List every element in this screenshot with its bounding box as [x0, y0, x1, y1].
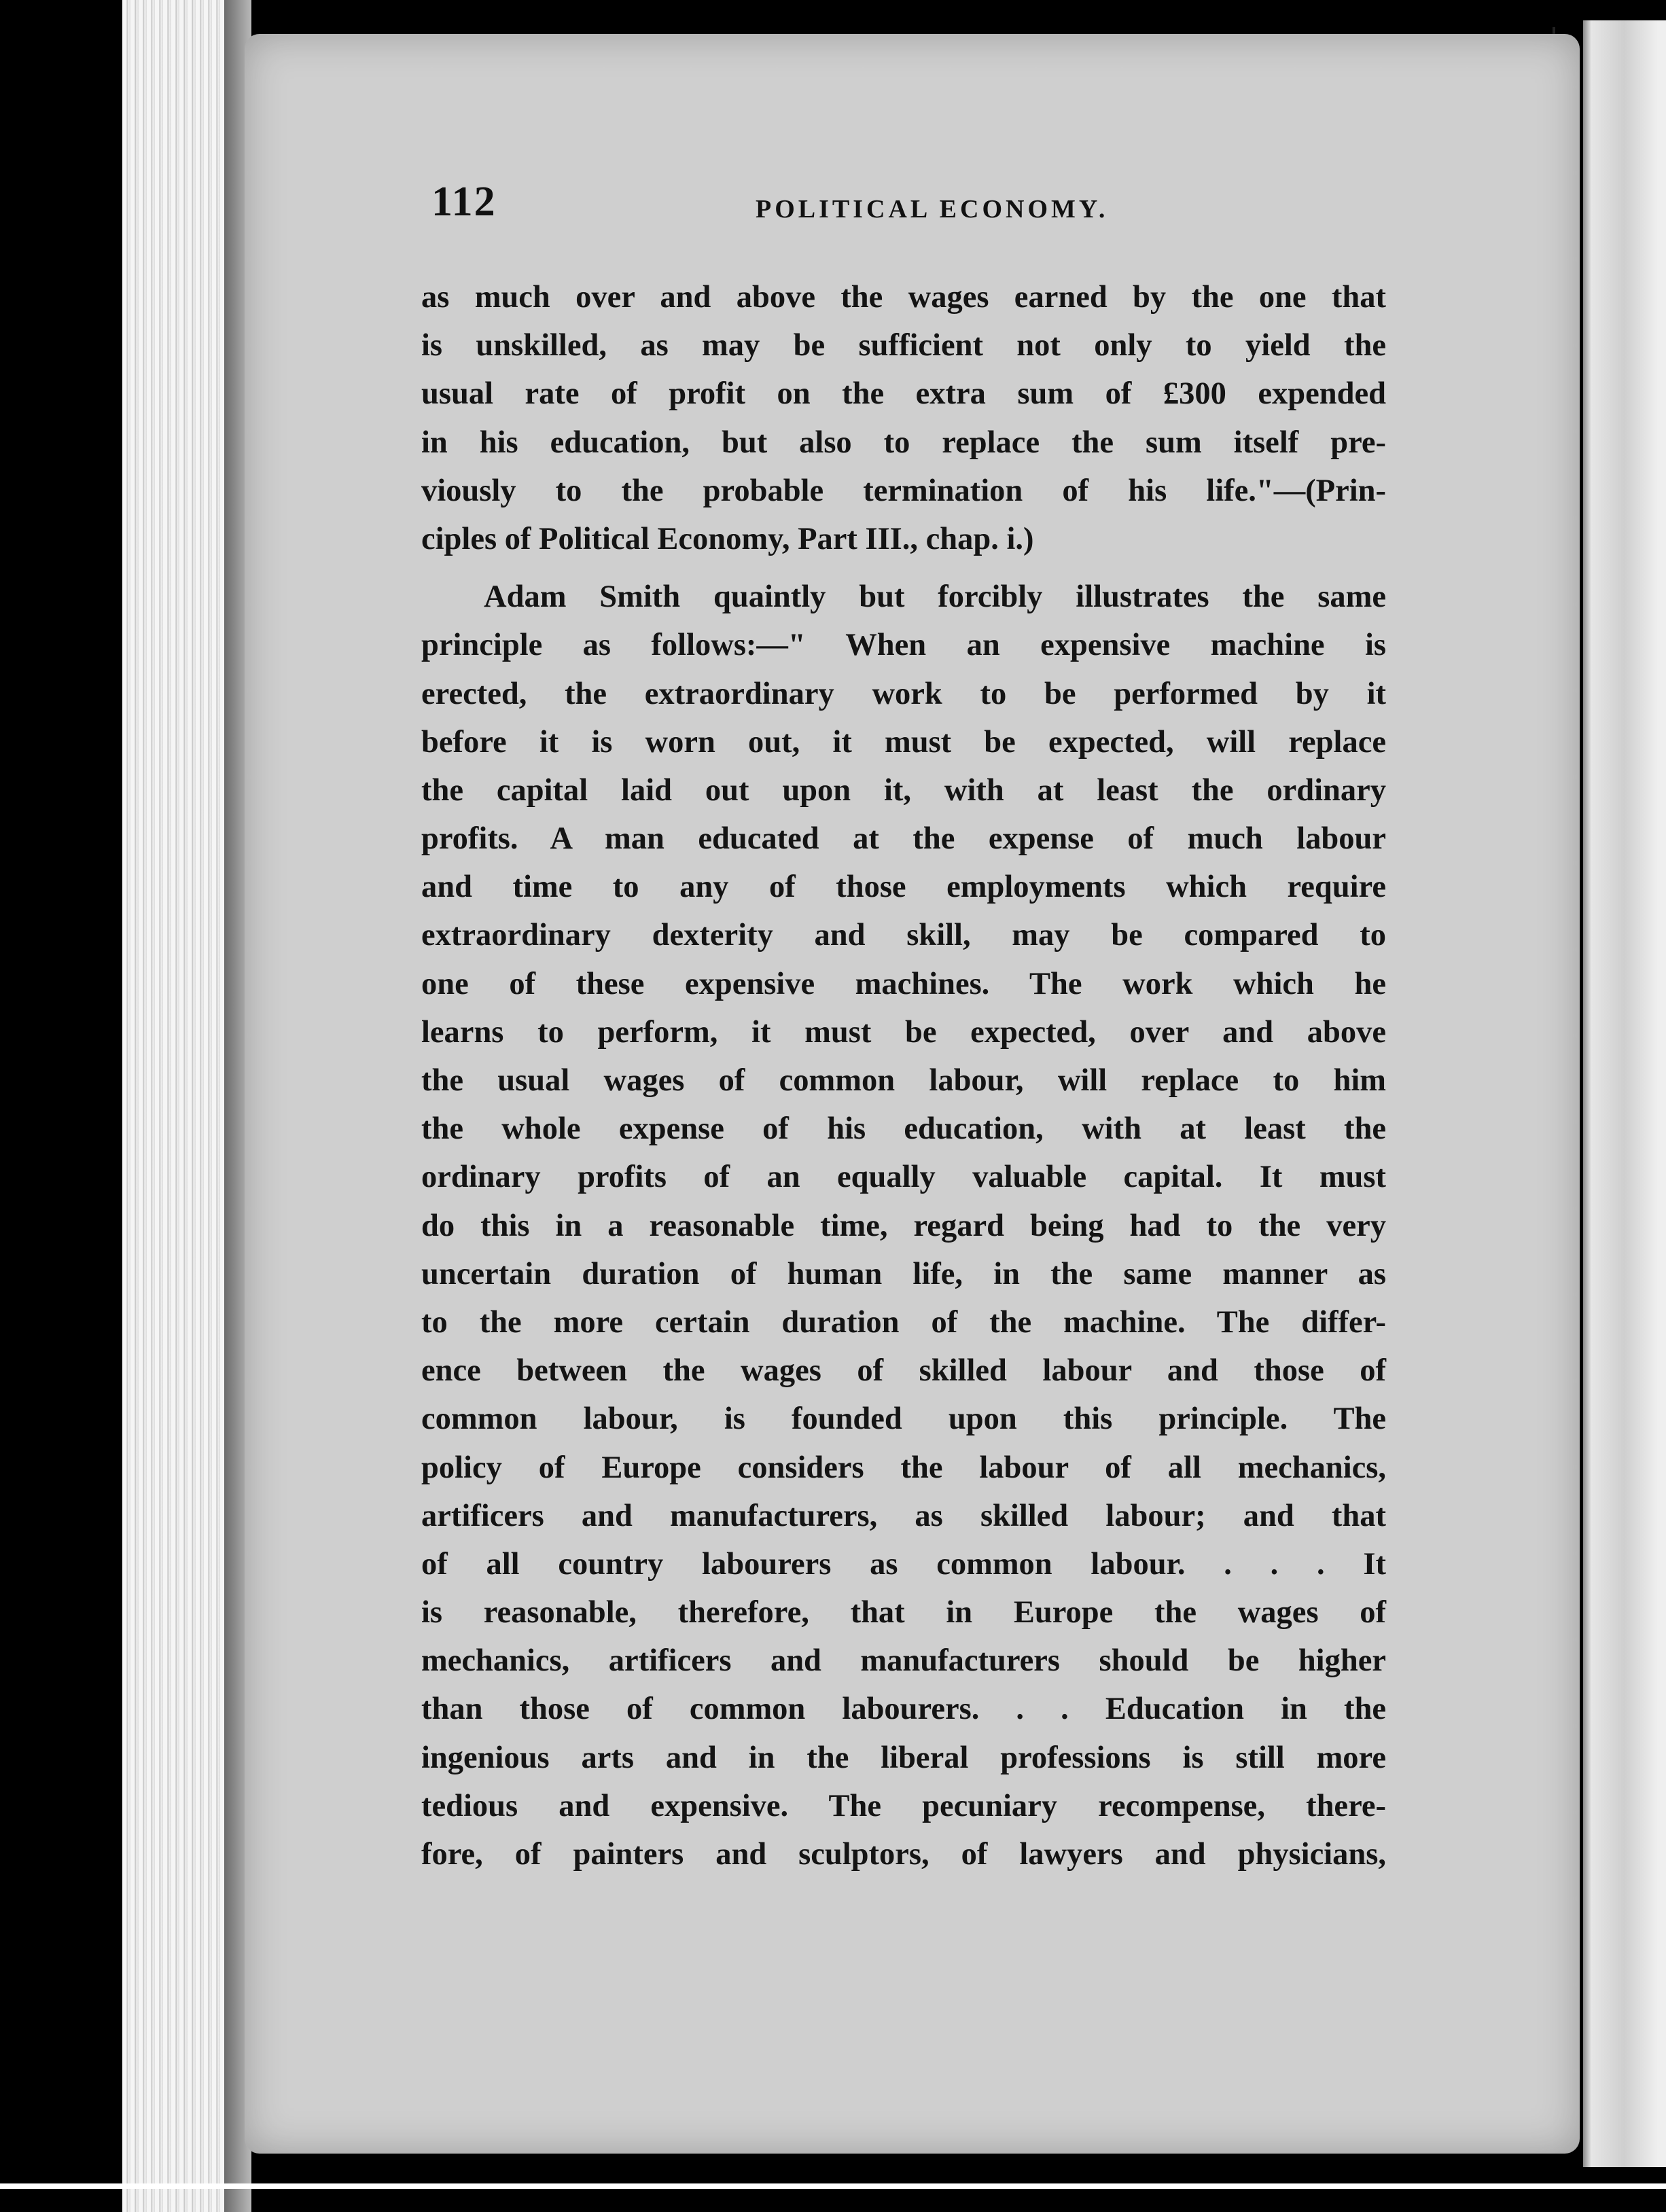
- text-line: ingenious arts and in the liberal professions is still more: [421, 1740, 1386, 1775]
- text-line: the usual wages of common labour, will replace to him: [421, 1063, 1386, 1098]
- text-line: principle as follows:—" When an expensive machine is: [421, 628, 1386, 663]
- text-line: ordinary profits of an equally valuable capital. It must: [421, 1160, 1386, 1195]
- text-line: ence between the wages of skilled labour and those of: [421, 1353, 1386, 1389]
- text-line: is reasonable, therefore, that in Europe the wages of: [421, 1595, 1386, 1630]
- text-line: do this in a reasonable time, regard being had to the very: [421, 1208, 1386, 1243]
- text-line: in his education, but also to replace the sum itself pre-: [421, 425, 1386, 460]
- text-line: as much over and above the wages earned by the one that: [421, 280, 1386, 315]
- text-line: the whole expense of his education, with at least the: [421, 1111, 1386, 1147]
- text-line: to the more certain duration of the machine. The differ-: [421, 1304, 1386, 1340]
- text-line: mechanics, artificers and manufacturers should be higher: [421, 1643, 1386, 1679]
- text-line: extraordinary dexterity and skill, may be compared to: [421, 918, 1386, 953]
- text-line: and time to any of those employments which require: [421, 870, 1386, 905]
- next-page-edge: [1583, 20, 1666, 2167]
- text-line: of all country labourers as common labour. . . . It: [421, 1546, 1386, 1582]
- text-line: policy of Europe considers the labour of all mechanics,: [421, 1450, 1386, 1485]
- text-line: fore, of painters and sculptors, of lawyers and physicians,: [421, 1837, 1386, 1872]
- body-text: [421, 273, 1386, 1878]
- text-line: than those of common labourers. . . Education in the: [421, 1692, 1386, 1727]
- text-line: artificers and manufacturers, as skilled labour; and that: [421, 1498, 1386, 1533]
- text-line: viously to the probable termination of his life."—(Prin-: [421, 473, 1386, 508]
- page-edges: [122, 0, 224, 2212]
- paragraph-start-line: Adam Smith quaintly but forcibly illustrates the same: [484, 579, 1386, 615]
- text-line: before it is worn out, it must be expected, will replace: [421, 724, 1386, 760]
- text-line: erected, the extraordinary work to be performed by it: [421, 676, 1386, 711]
- text-line: usual rate of profit on the extra sum of £300 expended: [421, 376, 1386, 412]
- text-line: common labour, is founded upon this principle. The: [421, 1402, 1386, 1437]
- page-number: 112: [431, 179, 497, 225]
- text-line: is unskilled, as may be sufficient not only to yield the: [421, 328, 1386, 363]
- text-line: one of these expensive machines. The work which he: [421, 966, 1386, 1001]
- page-header: [431, 178, 1376, 239]
- text-line: learns to perform, it must be expected, over and above: [421, 1014, 1386, 1050]
- running-head: POLITICAL ECONOMY.: [756, 195, 1109, 224]
- text-line: tedious and expensive. The pecuniary recompense, there-: [421, 1788, 1386, 1823]
- scan-border: [0, 2183, 1666, 2189]
- text-line: ciples of Political Economy, Part III., chap. i.): [421, 521, 1034, 556]
- text-line: the capital laid out upon it, with at least the ordinary: [421, 772, 1386, 808]
- text-line: uncertain duration of human life, in the same manner as: [421, 1256, 1386, 1291]
- text-line: profits. A man educated at the expense of much labour: [421, 821, 1386, 857]
